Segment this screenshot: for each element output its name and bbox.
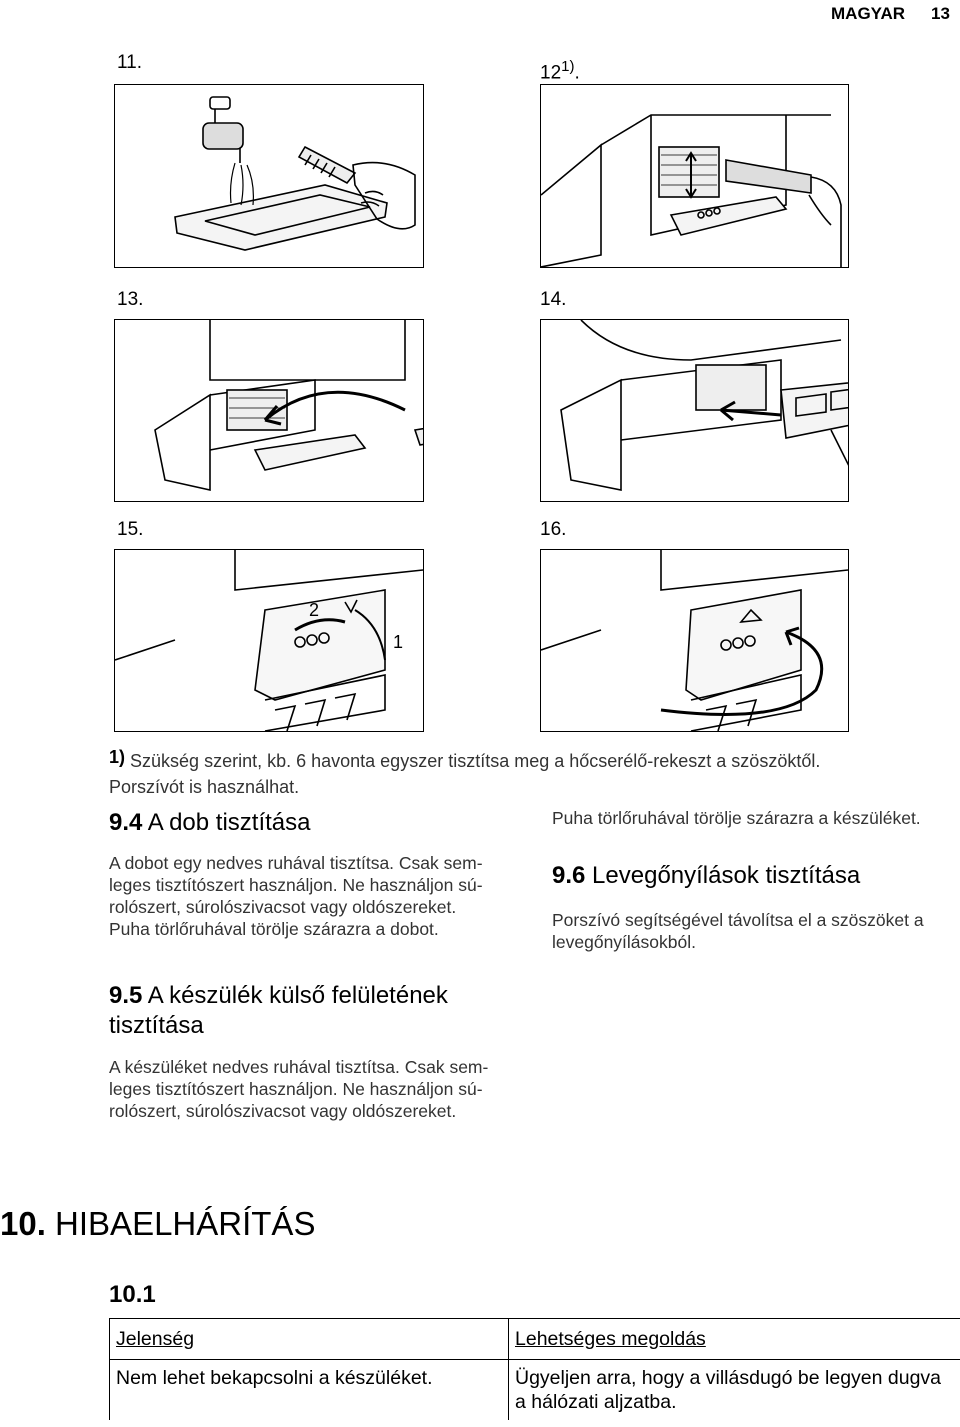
close-door-illustration: [541, 550, 848, 731]
cell-symptom: Nem lehet bekapcsolni a készüléket.: [110, 1360, 509, 1421]
figure-label-15: 15.: [117, 519, 144, 540]
figure-label-11: 11.: [117, 52, 143, 73]
section-9-5-body: A készüléket nedves ruhával tisztítsa. Csak sem- leges tisztítószert használjon. Ne használjon sú- rolószert, súrolószivacsot vagy oldószereket.: [109, 1057, 489, 1121]
column-header-solution: Lehetséges megoldás: [509, 1319, 960, 1360]
header-language: MAGYAR: [831, 4, 905, 23]
footnote: [109, 748, 899, 800]
figure-label-14: 14.: [540, 289, 567, 310]
vacuum-exchanger-illustration: [541, 85, 848, 267]
section-9-6-heading: 9.6 Levegőnyílások tisztítása: [552, 862, 861, 889]
callout-1: 1: [393, 632, 404, 652]
section-9-4-body: A dobot egy nedves ruhával tisztítsa. Csak sem- leges tisztítószert használjon. Ne használjon sú- rolószert, súrolószivacsot vagy oldószereket. Puha törlőruhával törölje szárazra a dobot.: [109, 853, 483, 939]
rinse-filter-illustration: [115, 85, 423, 267]
page-number: 13: [931, 4, 950, 23]
figure-label-13: 13.: [117, 289, 144, 310]
figure-15-lock-cover: [114, 549, 424, 732]
chapter-10-heading: 10. HIBAELHÁRÍTÁS: [0, 1205, 316, 1242]
figure-14-reinsert-exchanger: [540, 319, 849, 502]
figure-13-remove-exchanger: [114, 319, 424, 502]
figure-label-12: 12$^{1)}$.: [540, 58, 580, 84]
section-9-5-heading: 9.5 A készülék külső felületének tisztítása: [109, 982, 448, 1039]
remove-exchanger-illustration: [115, 320, 423, 501]
table-header-row: [110, 1319, 960, 1360]
section-10-1-heading: 10.1: [109, 1281, 156, 1308]
reinsert-exchanger-illustration: [541, 320, 848, 501]
footnote-text: Szükség szerint, kb. 6 havonta egyszer tisztítsa meg a hőcserélő-rekeszt a szöszöktől. Porszívót is használhat.: [109, 751, 821, 797]
right-intro: Puha törlőruhával törölje szárazra a készüléket.: [552, 808, 921, 828]
figure-11-rinse-filter: [114, 84, 424, 268]
figure-16-close-door: [540, 549, 849, 732]
section-9-6-body: Porszívó segítségével távolítsa el a szöszöket a levegőnyílásokból.: [552, 910, 924, 952]
cell-solution: Ügyeljen arra, hogy a villásdugó be legyen dugva a hálózati aljzatba.: [509, 1360, 960, 1421]
lock-cover-illustration: [115, 550, 423, 731]
footnote-marker: 1): [109, 747, 126, 767]
column-header-symptom: Jelenség: [110, 1319, 509, 1360]
section-9-4-heading: 9.4 A dob tisztítása: [109, 809, 311, 836]
callout-2: 2: [309, 600, 320, 620]
figure-label-16: 16.: [540, 519, 567, 540]
troubleshooting-table: [109, 1318, 960, 1420]
figure-12-vacuum-heat-exchanger: [540, 84, 849, 268]
table-row: [110, 1360, 960, 1421]
